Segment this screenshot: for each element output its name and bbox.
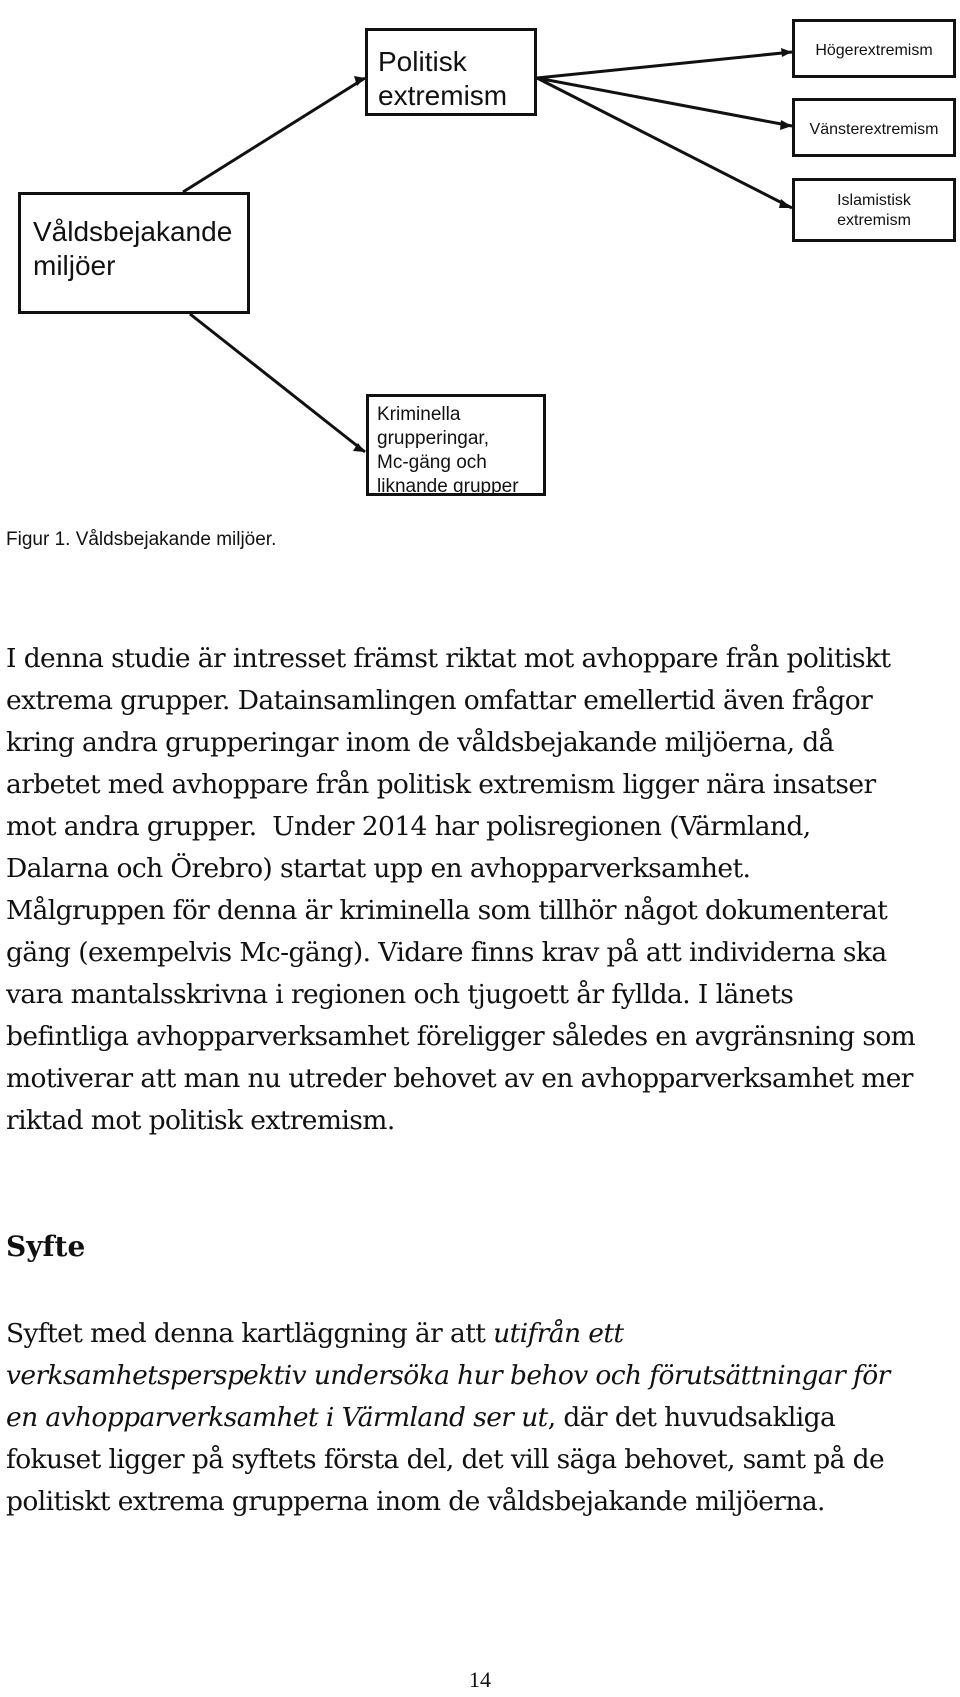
paragraph-line: Målgruppen för denna är kriminella som tillhör något dokumenterat <box>6 895 888 926</box>
section-heading-syfte: Syfte <box>6 1230 86 1263</box>
box-politisk-line2: extremism <box>378 80 508 111</box>
paragraph-line: I denna studie är intresset främst riktat mot avhoppare från politiskt <box>6 643 891 674</box>
box-politisk-extremism <box>365 28 537 116</box>
text-run-italic: en avhopparverksamhet i Värmland ser ut <box>6 1402 548 1433</box>
figure-caption: Figur 1. Våldsbejakande miljöer. <box>6 529 277 550</box>
box-islamistisk-extremism <box>792 178 956 242</box>
paragraph-line: motiverar att man nu utreder behovet av en avhopparverksamhet mer <box>6 1063 913 1094</box>
connector-valds-politisk <box>183 78 365 192</box>
paragraph-line: Dalarna och Örebro) startat upp en avhopparverksamhet. <box>6 853 751 884</box>
connector-valds-kriminella <box>190 314 365 452</box>
paragraph-syfte <box>6 1313 956 1523</box>
box-valdsbejakande-miljoer <box>18 192 250 314</box>
text-run: Syftet med denna kartläggning är att <box>6 1318 494 1349</box>
box-vansterextremism <box>792 98 956 157</box>
paragraph-line: befintliga avhopparverksamhet föreligger således en avgränsning som <box>6 1021 916 1052</box>
paragraph-line: riktad mot politisk extremism. <box>6 1105 395 1136</box>
box-kriminella-grupperingar <box>366 394 546 496</box>
paragraph-line: extrema grupper. Datainsamlingen omfattar emellertid även frågor <box>6 685 873 716</box>
arrowhead-islamistisk <box>779 199 792 208</box>
arrowhead-hoger <box>781 48 792 57</box>
box-krim-line2: grupperingar, <box>377 428 489 449</box>
connector-politisk-vanster <box>537 78 792 126</box>
text-run-italic: utifrån ett <box>493 1318 624 1349</box>
paragraph-line: politiskt extrema grupperna inom de våldsbejakande miljöerna. <box>6 1486 825 1517</box>
paragraph-line: vara mantalsskrivna i regionen och tjugoett år fyllda. I länets <box>6 979 794 1010</box>
paragraph-line: mot andra grupper. Under 2014 har polisregionen (Värmland, <box>6 811 811 842</box>
box-krim-line1: Kriminella <box>377 404 461 425</box>
paragraph-line <box>6 1355 956 1397</box>
box-valds-line2: miljöer <box>33 250 116 281</box>
box-vanster-line1: Vänsterextremism <box>809 121 939 138</box>
paragraph-line: fokuset ligger på syftets första del, det vill säga behovet, samt på de <box>6 1444 885 1475</box>
box-hogerextremism <box>792 19 956 78</box>
paragraph-line: kring andra grupperingar inom de våldsbejakande miljöerna, då <box>6 727 834 758</box>
text-run: , där det huvudsakliga <box>547 1402 836 1433</box>
box-krim-line3: Mc-gäng och <box>377 452 487 473</box>
paragraph-line <box>6 1313 956 1355</box>
connector-politisk-islamistisk <box>537 78 792 208</box>
box-islam-line2: extremism <box>837 212 911 229</box>
paragraph-line: arbetet med avhoppare från politisk extremism ligger nära insatser <box>6 769 876 800</box>
box-hoger-line1: Högerextremism <box>815 42 933 59</box>
figure-diagram <box>0 0 960 520</box>
connector-politisk-hoger <box>537 52 792 78</box>
box-politisk-line1: Politisk <box>378 46 467 77</box>
text-run-italic: verksamhetsperspektiv undersöka hur behov och förutsättningar för <box>6 1360 890 1391</box>
paragraph-intro <box>6 638 956 1142</box>
box-valds-line1: Våldsbejakande <box>33 216 233 247</box>
box-islam-line1: Islamistisk <box>837 192 911 209</box>
paragraph-line <box>6 1397 956 1439</box>
page-number: 14 <box>469 1667 491 1692</box>
paragraph-line: gäng (exempelvis Mc-gäng). Vidare finns krav på att individerna ska <box>6 937 887 968</box>
box-krim-line4: liknande grupper <box>377 476 519 497</box>
